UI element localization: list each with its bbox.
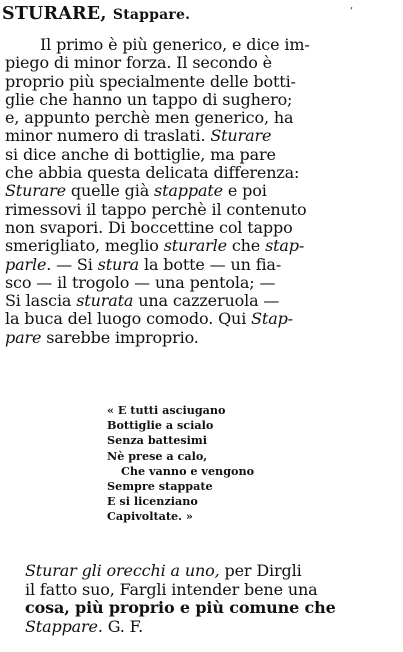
body-line: Sturare quelle già stappate e poi bbox=[5, 181, 267, 201]
body-line: Si lascia sturata una cazzeruola — bbox=[5, 291, 280, 311]
verse-line: Nè prese a calo, bbox=[107, 448, 208, 463]
body-line: rimessovi il tappo perchè il contenuto bbox=[5, 199, 307, 219]
verse-line: Sempre stappate bbox=[107, 479, 213, 494]
closing-line: cosa, più proprio e più comune che bbox=[25, 598, 336, 618]
entry-body bbox=[5, 36, 400, 347]
body-line: la buca del luogo comodo. Qui Stap- bbox=[5, 309, 293, 329]
body-line: Il primo è più generico, e dice im- bbox=[40, 35, 310, 54]
entry-headword-secondary: Stappare. bbox=[112, 7, 191, 23]
verse-quotation bbox=[107, 403, 254, 525]
body-line: pare sarebbe improprio. bbox=[5, 327, 199, 347]
body-line: parle. — Si stura la botte — un fia- bbox=[5, 254, 282, 274]
verse-line: Bottiglie a scialo bbox=[107, 418, 214, 433]
closing-line: il fatto suo, Fargli intender bene una bbox=[25, 579, 318, 599]
author-initials: G. F. bbox=[107, 616, 144, 636]
entry-headword: STURARE, bbox=[2, 4, 107, 24]
verse-line: « E tutti asciugano bbox=[107, 403, 226, 417]
closing-line: Sturar gli orecchi a uno, per Dirgli bbox=[25, 561, 302, 580]
body-line: glie che hanno un tappo di sughero; bbox=[5, 89, 293, 109]
body-line: sco — il trogolo — una pentola; — bbox=[5, 272, 276, 292]
body-line: non svapori. Di boccettine col tappo bbox=[5, 217, 293, 237]
closing-paragraph bbox=[25, 562, 400, 636]
body-line: smerigliato, meglio sturarle che stap- bbox=[5, 236, 305, 256]
body-line: si dice anche di bottiglie, ma pare bbox=[5, 144, 276, 164]
verse-line: Che vanno e vengono bbox=[121, 463, 255, 478]
verse-line: E si licenziano bbox=[107, 494, 198, 509]
verse-line: Senza battesimi bbox=[107, 433, 207, 448]
verse-line: Capivoltate. » bbox=[107, 509, 193, 524]
body-line: e, appunto perchè men generico, ha bbox=[5, 108, 294, 128]
body-line: proprio più specialmente delle botti- bbox=[5, 71, 296, 91]
body-line: che abbia questa delicata differenza: bbox=[5, 163, 300, 183]
entry-heading bbox=[2, 4, 190, 24]
body-line: piego di minor forza. Il secondo è bbox=[5, 53, 272, 73]
closing-line: Stappare. G. F. bbox=[25, 616, 144, 636]
body-line: minor numero di traslati. Sturare bbox=[5, 126, 272, 146]
stray-mark: , bbox=[350, 0, 354, 11]
